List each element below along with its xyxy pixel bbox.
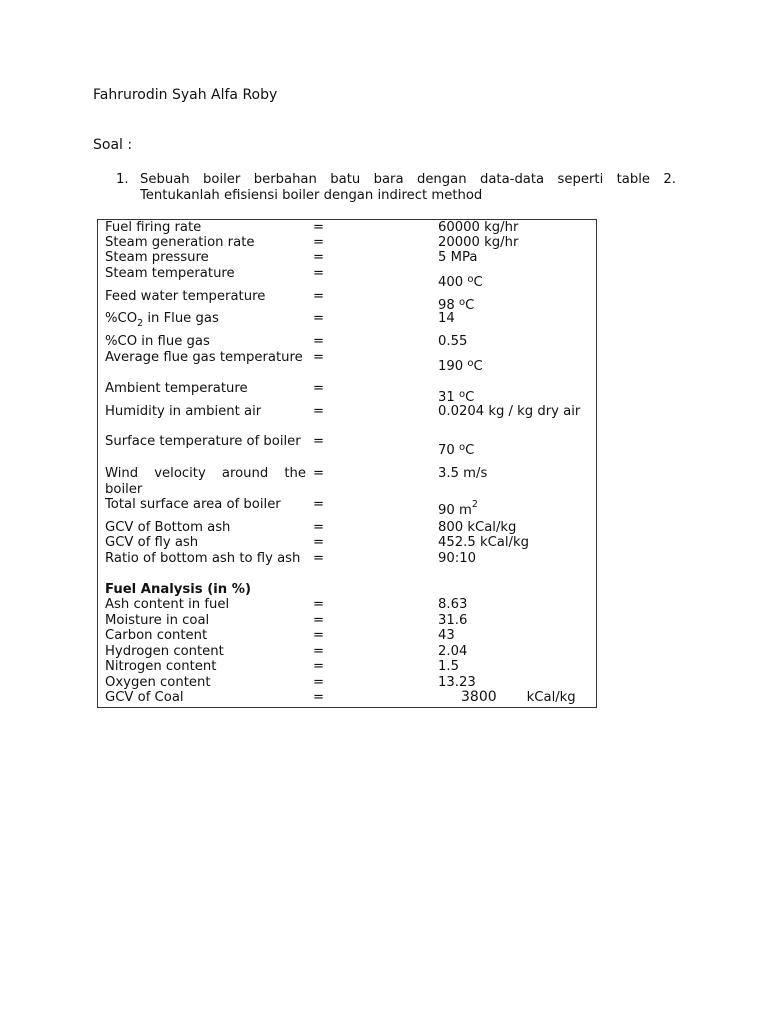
value-number: 70	[438, 443, 455, 458]
row-value: 5 MPa	[438, 250, 478, 265]
equals-sign: =	[313, 334, 325, 349]
row-label: Nitrogen content	[105, 659, 217, 674]
row-value: 60000 kg/hr	[438, 220, 519, 235]
row-value: 800 kCal/kg	[438, 520, 517, 535]
equals-sign: =	[313, 289, 325, 304]
row-value: 3.5 m/s	[438, 466, 488, 481]
equals-sign: =	[313, 628, 325, 643]
question-number: 1.	[116, 172, 129, 187]
row-label: Oxygen content	[105, 675, 211, 690]
row-label: Ratio of bottom ash to fly ash	[105, 551, 301, 566]
section-label: Soal :	[93, 137, 133, 153]
value-number: 3800	[461, 689, 497, 705]
row-label: Total surface area of boiler	[105, 497, 281, 512]
section-heading: Fuel Analysis (in %)	[105, 582, 251, 597]
degree-symbol: o	[458, 297, 466, 308]
row-label: Average flue gas temperature	[105, 350, 303, 365]
equals-sign: =	[313, 659, 325, 674]
row-value: 0.55	[438, 334, 468, 349]
row-value: 14	[438, 311, 455, 326]
equals-sign: =	[313, 644, 325, 659]
equals-sign: =	[313, 235, 325, 250]
row-label: Fuel firing rate	[105, 220, 202, 235]
degree-symbol: o	[458, 389, 466, 400]
row-label: Moisture in coal	[105, 613, 210, 628]
author-name: Fahrurodin Syah Alfa Roby	[93, 87, 278, 103]
equals-sign: =	[313, 250, 325, 265]
row-label: Steam pressure	[105, 250, 209, 265]
row-value: 31.6	[438, 613, 468, 628]
equals-sign: =	[313, 466, 325, 481]
equals-sign: =	[313, 266, 325, 281]
row-value: 2.04	[438, 644, 468, 659]
row-value: 0.0204 kg / kg dry air	[438, 404, 581, 419]
row-label: Humidity in ambient air	[105, 404, 262, 419]
row-value: 1.5	[438, 659, 459, 674]
row-value: 452.5 kCal/kg	[438, 535, 529, 550]
value-unit: C	[465, 298, 475, 313]
row-value: 8.63	[438, 597, 468, 612]
value-number: 190	[438, 359, 464, 374]
row-value: 20000 kg/hr	[438, 235, 519, 250]
degree-symbol: o	[467, 274, 474, 285]
row-value	[438, 387, 589, 406]
equals-sign: =	[313, 551, 325, 566]
row-label: Steam temperature	[105, 266, 235, 281]
equals-sign: =	[313, 520, 325, 535]
row-label: Surface temperature of boiler	[105, 434, 301, 449]
value-number: 31	[438, 390, 455, 405]
equals-sign: =	[313, 220, 325, 235]
superscript: 2	[471, 499, 478, 510]
row-label: GCV of Coal	[105, 690, 184, 705]
equals-sign: =	[313, 675, 325, 690]
question-item	[116, 172, 676, 203]
row-label: Ash content in fuel	[105, 597, 230, 612]
value-unit: C	[473, 359, 483, 374]
equals-sign: =	[313, 404, 325, 419]
row-label: Steam generation rate	[105, 235, 255, 250]
row-label: Hydrogen content	[105, 644, 224, 659]
equals-sign: =	[313, 613, 325, 628]
value-unit: C	[465, 390, 475, 405]
row-value: 43	[438, 628, 455, 643]
equals-sign: =	[313, 434, 325, 449]
row-label: Ambient temperature	[105, 381, 248, 396]
row-label: %CO in flue gas	[105, 334, 210, 349]
value-number: 400	[438, 275, 464, 290]
row-value	[438, 499, 589, 519]
subscript: 2	[137, 318, 144, 329]
value-unit: C	[473, 275, 483, 290]
equals-sign: =	[313, 535, 325, 550]
row-value: 90:10	[438, 551, 477, 566]
label-text: in Flue gas	[143, 311, 219, 326]
degree-symbol: o	[458, 442, 466, 453]
value-number: 98	[438, 298, 455, 313]
boiler-data-table	[97, 219, 597, 708]
row-value: 13.23	[438, 675, 476, 690]
equals-sign: =	[313, 311, 325, 326]
equals-sign: =	[313, 381, 325, 396]
row-label: GCV of fly ash	[105, 535, 199, 550]
row-label: Feed water temperature	[105, 289, 266, 304]
question-text: Sebuah boiler berbahan batu bara dengan data-data seperti table 2. Tentukanlah efisiensi boiler dengan indirect method	[140, 172, 676, 203]
row-value	[438, 272, 589, 291]
row-label	[105, 311, 306, 327]
row-value	[438, 356, 589, 375]
equals-sign: =	[313, 597, 325, 612]
row-label: Carbon content	[105, 628, 208, 643]
value-unit: kCal/kg	[526, 690, 576, 705]
row-label: Wind velocity around the boiler	[105, 466, 306, 497]
equals-sign: =	[313, 350, 325, 365]
equals-sign: =	[313, 497, 325, 512]
row-value	[438, 440, 589, 459]
degree-symbol: o	[467, 358, 474, 369]
row-label: GCV of Bottom ash	[105, 520, 231, 535]
value-number: 90 m	[438, 503, 472, 518]
value-unit: C	[465, 443, 475, 458]
equals-sign: =	[313, 690, 325, 705]
row-value	[461, 690, 612, 706]
label-text: %CO	[105, 311, 138, 326]
